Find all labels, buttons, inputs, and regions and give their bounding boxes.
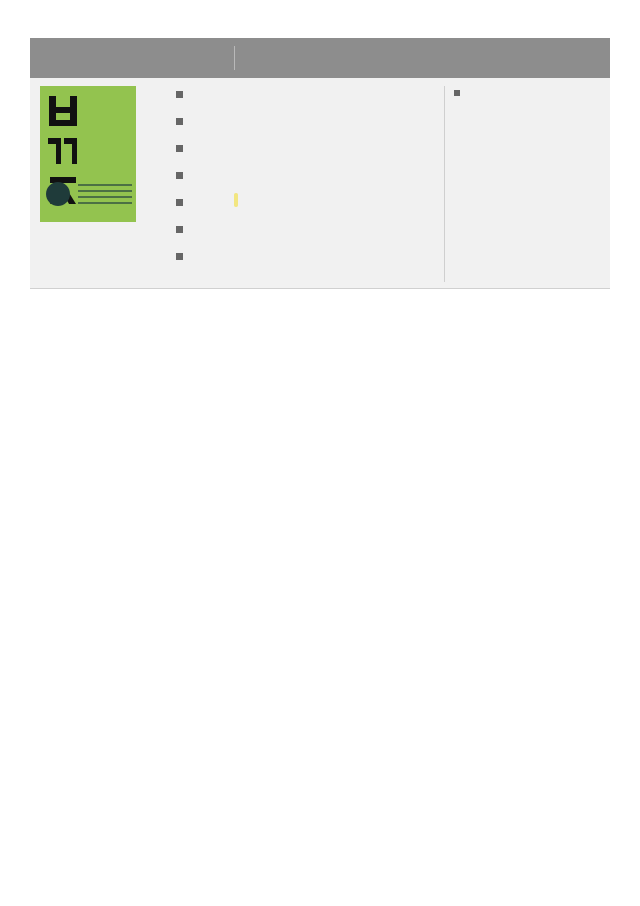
completed-options: [234, 195, 238, 205]
hangul-b-icon: [46, 94, 80, 128]
square-bullet-icon: [176, 145, 183, 152]
book-cover-badge: [46, 182, 70, 206]
hangul-kk-icon: [46, 134, 80, 168]
book-cover-image: [40, 86, 136, 222]
book-cover-blurb: [78, 184, 132, 208]
square-bullet-icon: [176, 253, 183, 260]
square-bullet-icon: [176, 118, 183, 125]
header-divider: [234, 46, 235, 70]
square-bullet-icon: [176, 226, 183, 233]
square-bullet-icon: [176, 199, 183, 206]
info-divider: [444, 86, 445, 282]
completed-yes[interactable]: [234, 193, 238, 207]
notes-area[interactable]: [30, 288, 610, 869]
book-info-panel: [30, 78, 610, 288]
square-bullet-icon: [176, 172, 183, 179]
book-cover-title: [95, 90, 131, 174]
header-bar: [30, 38, 610, 78]
square-bullet-icon: [176, 91, 183, 98]
square-bullet-icon: [454, 90, 460, 96]
book-review-page: [30, 38, 610, 868]
